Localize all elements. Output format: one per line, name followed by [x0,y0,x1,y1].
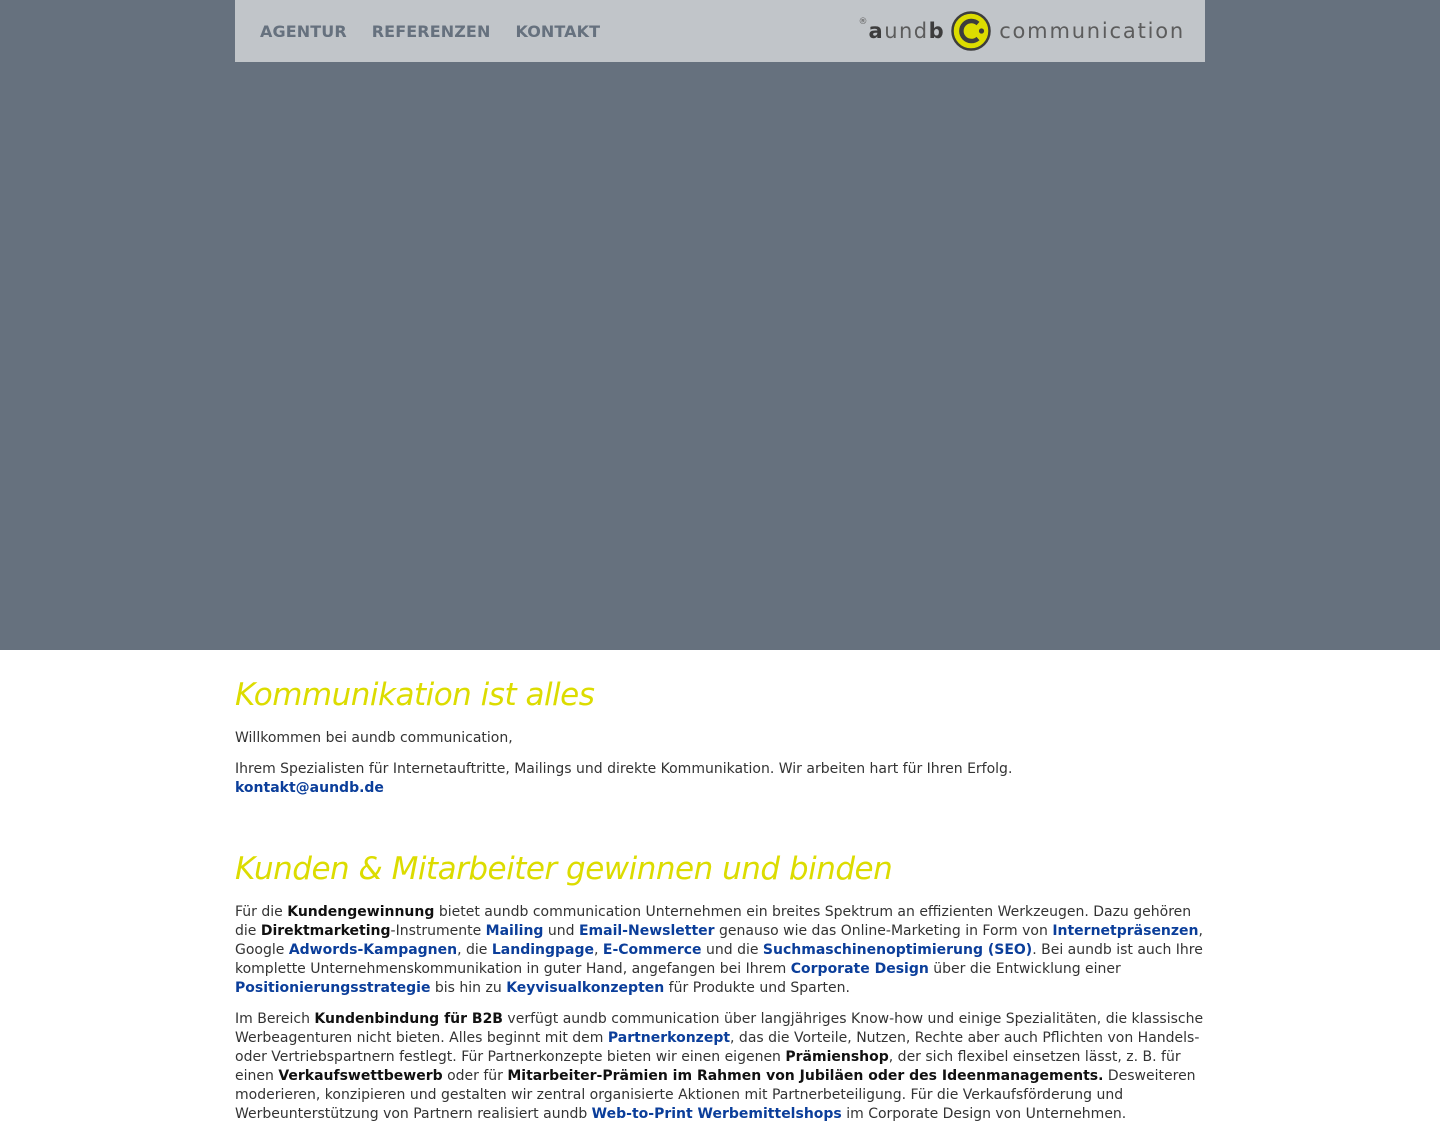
paragraph-text: Für die [235,904,288,920]
logo-c-icon [951,11,991,51]
nav-link-agentur[interactable]: AGENTUR [260,21,347,41]
service-link[interactable]: Partnerkonzept [607,1030,731,1046]
service-link[interactable]: Landingpage [491,942,594,958]
service-link[interactable]: Keyvisualkonzepten [506,980,665,996]
paragraph-text: bietet aundb communication Unternehmen ein breites Spektrum an effizienten Werkzeugen. Dazu gehören die [235,904,1192,939]
welcome-text: Willkommen bei aundb communication, [235,730,513,746]
service-link[interactable]: Internetpräsenzen [1052,923,1199,939]
intro-text-line: Ihrem Spezialisten für Internetauftritte, Mailings und direkte Kommunikation. Wir arbeiten hart für Ihren Erfolg. [235,761,1013,777]
nav-link-referenzen[interactable]: REFERENZEN [371,21,491,41]
paragraph-text: und [543,923,579,939]
highlighted-term: Mitarbeiter-Prämien im Rahmen von Jubiläen oder des Ideenmanagements. [507,1068,1104,1084]
top-navigation-bar [235,0,1205,62]
services-paragraph-2 [235,1010,1205,1124]
paragraph-text: verfügt aundb communication über langjähriges Know-how und einige Spezialitäten, die klassische Werbeagenturen nicht bieten. Alles beginnt mit dem [235,1011,1204,1046]
email-link[interactable]: kontakt@aundb.de [235,780,384,796]
paragraph-text: für Produkte und Sparten. [664,980,850,996]
paragraph-text: . Bei aundb ist auch Ihre komplette Unternehmenskommunikation in guter Hand, angefangen bei Ihrem [235,942,1203,977]
logo-wordmark: aundb [868,19,946,43]
service-link[interactable]: Suchmaschinenoptimierung (SEO) [762,942,1033,958]
paragraph-text: -Instrumente [390,923,486,939]
services-section [235,848,1205,1124]
paragraph-text: Im Bereich [235,1011,315,1027]
paragraph-text: genauso wie das Online-Marketing in Form von [714,923,1053,939]
highlighted-term: Kundengewinnung [287,904,435,920]
section-heading-kunden: Kunden & Mitarbeiter gewinnen und binden [235,851,893,887]
highlighted-term: Direktmarketing [260,923,391,939]
logo-communication-text: communication [999,19,1185,43]
services-paragraph-1 [235,903,1205,998]
paragraph-text: , das die Vorteile, Nutzen, Rechte aber auch Pflichten von Handels- oder Vertriebspartnern festlegt. Für Partnerkonzepte bieten wir einen eigenen [235,1030,1200,1065]
service-link[interactable]: Corporate Design [790,961,929,977]
highlighted-term: Verkaufswettbewerb [278,1068,443,1084]
paragraph-text: und die [701,942,763,958]
main-content [235,674,1205,1124]
highlighted-term: Kundenbindung für B2B [314,1011,503,1027]
section-heading-kommunikation: Kommunikation ist alles [235,677,595,713]
service-link[interactable]: Mailing [485,923,544,939]
paragraph-text: Desweiteren moderieren, konzipieren und gestalten wir zentral organisierte Aktionen mit Partnerbeteiligung. Für die Verkaufsförderung und Werbeunterstützung von Partnern realisiert aundb [235,1068,1196,1122]
paragraph-text: , [594,942,603,958]
registered-mark: ® [858,17,868,27]
intro-text [235,760,1205,798]
service-link[interactable]: Email-Newsletter [578,923,715,939]
service-link[interactable]: Adwords-Kampagnen [288,942,458,958]
paragraph-text: im Corporate Design von Unternehmen. [841,1106,1127,1122]
paragraph-text: , die [457,942,492,958]
service-link[interactable]: Web-to-Print Werbemittelshops [591,1106,842,1122]
paragraph-text: bis hin zu [430,980,507,996]
paragraph-text: , der sich flexibel einsetzen lässt, z. B. für einen [235,1049,1181,1084]
highlighted-term: Prämienshop [785,1049,889,1065]
intro-section [235,674,1205,798]
paragraph-text: oder für [442,1068,508,1084]
paragraph-text: über die Entwicklung einer [928,961,1121,977]
company-logo[interactable] [859,10,1185,52]
nav-link-kontakt[interactable]: KONTAKT [515,21,601,41]
main-nav [260,0,600,62]
paragraph-text: , Google [235,923,1203,958]
service-link[interactable]: Positionierungsstrategie [235,980,431,996]
service-link[interactable]: E-Commerce [602,942,702,958]
